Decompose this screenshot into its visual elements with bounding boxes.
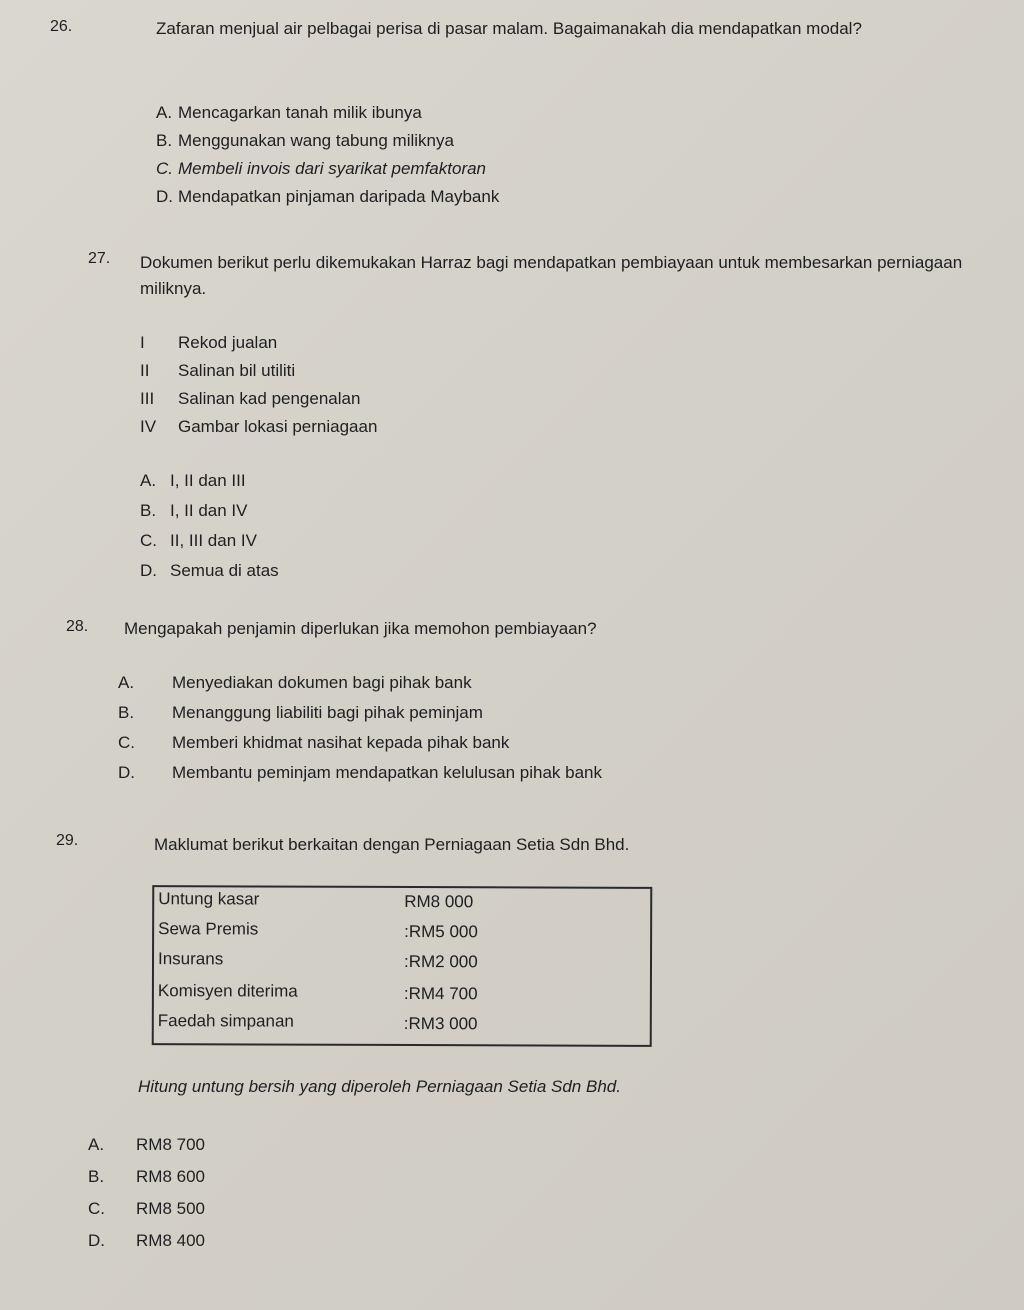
option-label: A. [88,1135,105,1154]
option-label: A. [156,103,173,122]
option-27-a[interactable] [140,470,279,500]
option-text: Mendapatkan pinjaman daripada Maybank [178,187,500,206]
question-29-number: 29. [56,832,79,849]
option-27-c[interactable] [140,530,279,560]
table-row [158,949,638,981]
option-text: I, II dan III [170,471,246,490]
list-text: Salinan kad pengenalan [178,389,361,408]
question-27-document-list [140,332,377,444]
question-28-number: 28. [66,618,89,635]
option-text: Menyediakan dokumen bagi pihak bank [172,673,472,692]
option-26-c[interactable] [156,158,499,186]
option-label: D. [156,187,173,206]
question-29-options [88,1134,205,1262]
list-item [140,416,377,444]
option-29-a[interactable] [88,1134,205,1166]
financial-info-table [152,885,653,1047]
option-label: D. [118,763,135,782]
question-26-options [156,102,499,214]
option-text: I, II dan IV [170,501,248,520]
option-label: A. [118,673,135,692]
option-label: B. [88,1167,105,1186]
option-29-b[interactable] [88,1166,205,1198]
option-label: C. [88,1199,105,1218]
option-text: Membeli invois dari syarikat pemfaktoran [178,159,487,178]
option-29-d[interactable] [88,1230,205,1262]
list-text: Rekod jualan [178,333,278,352]
option-text: Menanggung liabiliti bagi pihak peminjam [172,703,483,722]
option-28-d[interactable] [118,762,602,792]
question-29-text: Maklumat berikut berkaitan dengan Perniagaan Setia Sdn Bhd. [154,835,630,854]
table-row [158,1011,638,1043]
table-value: :RM3 000 [403,1014,478,1034]
option-label: C. [118,733,135,752]
option-28-c[interactable] [118,732,602,762]
table-row [158,981,638,1013]
question-28-options [118,672,602,792]
table-value: RM8 000 [404,892,474,912]
option-28-b[interactable] [118,702,602,732]
option-label: A. [140,471,157,490]
option-27-b[interactable] [140,500,279,530]
list-text: Gambar lokasi perniagaan [178,417,378,436]
question-27-number: 27. [88,250,111,267]
list-label: III [140,389,155,408]
option-text: RM8 500 [136,1199,205,1218]
table-row [158,919,638,951]
list-text: Salinan bil utiliti [178,361,296,380]
table-value: :RM2 000 [403,952,478,972]
option-29-c[interactable] [88,1198,205,1230]
table-value: :RM4 700 [403,984,478,1004]
option-label: B. [118,703,135,722]
option-label: C. [140,531,157,550]
table-row [158,889,638,921]
table-item: Insurans [157,949,224,969]
list-label: IV [140,417,157,436]
option-text: RM8 600 [136,1167,205,1186]
option-text: RM8 700 [136,1135,205,1154]
list-item [140,332,377,360]
option-label: B. [156,131,173,150]
option-label: D. [140,561,157,580]
option-label: D. [88,1231,105,1250]
option-text: Membantu peminjam mendapatkan kelulusan pihak bank [172,763,602,782]
option-text: Mencagarkan tanah milik ibunya [178,103,422,122]
table-value: :RM5 000 [404,922,478,942]
list-item [140,388,377,416]
option-28-a[interactable] [118,672,602,702]
option-26-d[interactable] [156,186,499,214]
option-text: Memberi khidmat nasihat kepada pihak bank [172,733,510,752]
table-item: Komisyen diterima [157,981,298,1001]
option-text: II, III dan IV [170,531,257,550]
table-item: Sewa Premis [158,919,259,939]
table-item: Faedah simpanan [157,1011,294,1031]
option-text: Semua di atas [170,561,279,580]
option-27-d[interactable] [140,560,279,590]
option-text: Menggunakan wang tabung miliknya [178,131,454,150]
question-26-number: 26. [50,18,73,35]
question-28-text: Mengapakah penjamin diperlukan jika memohon pembiayaan? [124,619,597,638]
question-26-text: Zafaran menjual air pelbagai perisa di pasar malam. Bagaimanakah dia mendapatkan modal? [156,19,862,38]
option-label: B. [140,501,157,520]
list-label: II [140,361,150,380]
question-27-options [140,470,279,590]
question-29-prompt: Hitung untung bersih yang diperoleh Perniagaan Setia Sdn Bhd. [138,1077,621,1096]
list-item [140,360,377,388]
list-label: I [140,333,145,352]
option-text: RM8 400 [136,1231,205,1250]
option-26-b[interactable] [156,130,499,158]
question-27-text: Dokumen berikut perlu dikemukakan Harraz bagi mendapatkan pembiayaan untuk membesarkan perniagaan miliknya. [140,253,963,298]
option-label: C. [156,159,173,178]
table-item: Untung kasar [158,889,260,909]
option-26-a[interactable] [156,102,499,130]
